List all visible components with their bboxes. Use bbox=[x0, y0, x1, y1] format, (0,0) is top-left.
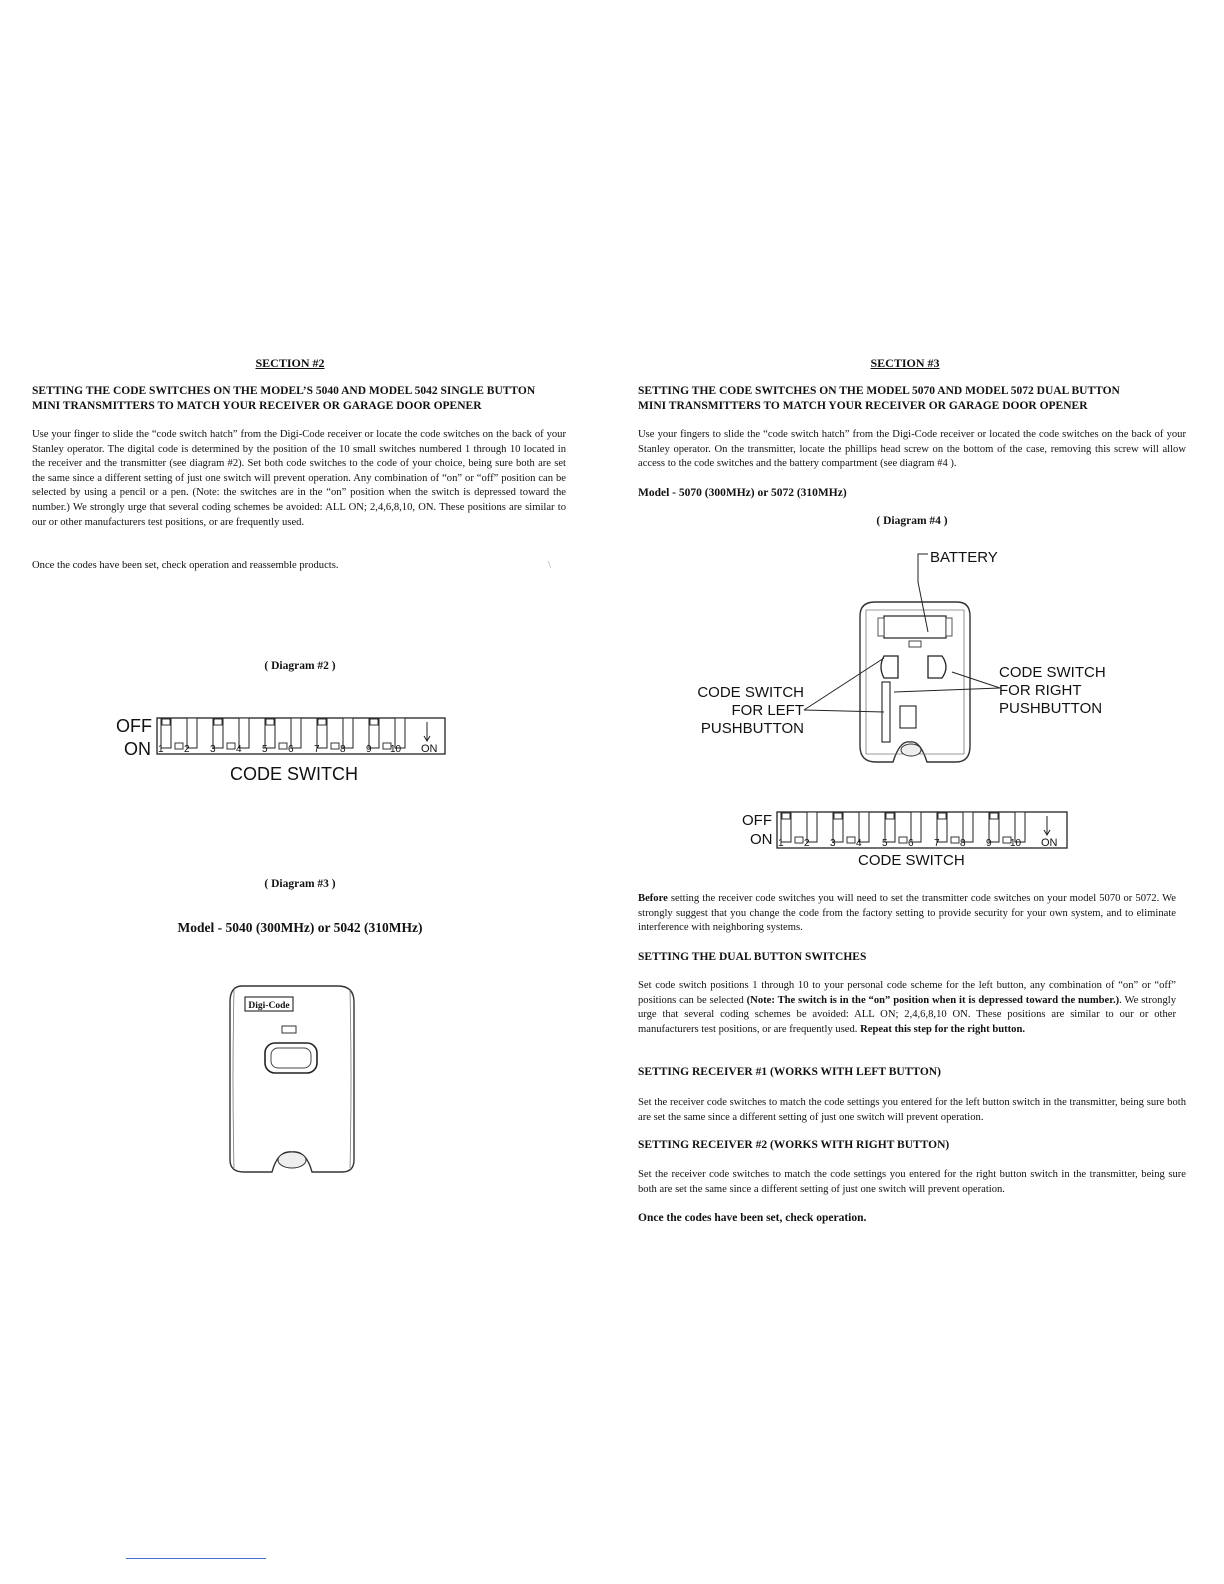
code-switch-graphic-2 bbox=[736, 806, 1076, 872]
dip-knob-on bbox=[951, 837, 959, 843]
dip-knob-off bbox=[214, 719, 222, 725]
dip-on-arrow bbox=[424, 722, 430, 741]
section-2-title: SECTION #2 bbox=[255, 356, 325, 370]
dip-end-on-label: ON bbox=[421, 743, 438, 755]
dip-number: 5 bbox=[262, 744, 268, 755]
model-5040-title: Model - 5040 (300MHz) or 5042 (310MHz) bbox=[177, 920, 423, 935]
dip-number: 4 bbox=[236, 744, 242, 755]
dip-number: 3 bbox=[210, 744, 216, 755]
right-callout-line2: FOR RIGHT bbox=[999, 682, 1082, 699]
dual-part2: . We strongly urge that several coding schemes be avoided: ALL ON; 2,4,6,8,10 ON. These positions are similar to our or other manufacturers test positions, or are frequently used. bbox=[638, 994, 1176, 1035]
dual-bold-note: (Note: The switch is in the “on” position when it is depressed toward the number.) bbox=[746, 994, 1120, 1006]
dip-knob-off bbox=[370, 719, 378, 725]
code-switch-2-title: CODE SWITCH bbox=[858, 852, 965, 869]
dip-knob-on bbox=[899, 837, 907, 843]
dip-knob-off bbox=[886, 813, 894, 819]
dip-number: 3 bbox=[830, 838, 836, 849]
receiver-2-paragraph: Set the receiver code switches to match the code settings you entered for the right button switch in the transmitter, being sure both are set the same since a different setting of just one switch will prevent operation. bbox=[638, 1169, 1186, 1195]
led-indicator bbox=[282, 1026, 296, 1033]
code-switch-dips bbox=[158, 718, 438, 755]
right-callout-line1: CODE SWITCH bbox=[999, 664, 1106, 681]
dip-number: 9 bbox=[986, 838, 992, 849]
dip-knob-off bbox=[990, 813, 998, 819]
dip-knob-on bbox=[279, 743, 287, 749]
dip-number: 7 bbox=[314, 744, 320, 755]
bottom-rule bbox=[126, 1558, 266, 1559]
dual-button-heading: SETTING THE DUAL BUTTON SWITCHES bbox=[638, 951, 867, 963]
receiver-1-heading: SETTING RECEIVER #1 (WORKS WITH LEFT BUTTON) bbox=[638, 1066, 941, 1078]
dip-knob-off bbox=[162, 719, 170, 725]
code-switch-on-label: ON bbox=[124, 739, 151, 759]
dip-number: 1 bbox=[778, 838, 784, 849]
dip-number: 7 bbox=[934, 838, 940, 849]
single-button-remote-diagram bbox=[220, 980, 370, 1180]
left-callout-line1: CODE SWITCH bbox=[697, 684, 804, 701]
dual-bold-repeat: Repeat this step for the right button. bbox=[860, 1023, 1025, 1035]
section-3-heading-line2: MINI TRANSMITTERS TO MATCH YOUR RECEIVER OR GARAGE DOOR OPENER bbox=[638, 400, 1088, 412]
dip-knob-on bbox=[795, 837, 803, 843]
dip-number: 2 bbox=[804, 838, 810, 849]
digi-code-badge-text: Digi-Code bbox=[248, 1001, 290, 1011]
code-switch-title: CODE SWITCH bbox=[230, 764, 358, 784]
dip-number: 8 bbox=[960, 838, 966, 849]
model-5070-title: Model - 5070 (300MHz) or 5072 (310MHz) bbox=[638, 487, 847, 499]
code-switch-graphic bbox=[112, 712, 452, 786]
dip-number: 1 bbox=[158, 744, 164, 755]
dip-knob-on bbox=[331, 743, 339, 749]
section-2-heading bbox=[32, 384, 572, 414]
section-3-paragraph: Use your fingers to slide the “code switch hatch” from the Digi-Code receiver or located the code switches on the back of your Stanley operator. On the transmitter, locate the phillips head screw on the bottom of the case, removing this screw will allow access to the code switches and the battery compartment (see diagram #4 ). bbox=[638, 429, 1186, 470]
dip-knob-on bbox=[227, 743, 235, 749]
dip-number: 6 bbox=[908, 838, 914, 849]
section-2-closing-line: Once the codes have been set, check operation and reassemble products. bbox=[32, 560, 339, 571]
dip-end-on-label: ON bbox=[1041, 837, 1058, 849]
section-3-title: SECTION #3 bbox=[870, 356, 940, 370]
receiver-1-paragraph: Set the receiver code switches to match the code settings you entered for the left button switch in the transmitter, being sure both are set the same since a different setting of just one switch will prevent operation. bbox=[638, 1097, 1186, 1123]
dip-knob-off bbox=[938, 813, 946, 819]
dip-number: 5 bbox=[882, 838, 888, 849]
final-check-line: Once the codes have been set, check operation. bbox=[638, 1212, 867, 1224]
dip-knob-off bbox=[834, 813, 842, 819]
dip-number: 4 bbox=[856, 838, 862, 849]
diagram-4-label: ( Diagram #4 ) bbox=[876, 515, 948, 527]
dip-number: 6 bbox=[288, 744, 294, 755]
code-switch-off-label: OFF bbox=[116, 716, 152, 736]
dip-on-arrow bbox=[1044, 816, 1050, 835]
dual-part1: Set code switch positions 1 through 10 to your personal code scheme for the left button, any combination of “on” or “off” positions can be selected bbox=[638, 980, 1176, 1006]
code-switch-2-off-label: OFF bbox=[742, 812, 772, 829]
left-callout-line3: PUSHBUTTON bbox=[700, 720, 804, 737]
dip-number: 10 bbox=[1010, 838, 1022, 849]
diagram-3-label: ( Diagram #3 ) bbox=[264, 878, 336, 890]
right-callout-line3: PUSHBUTTON bbox=[999, 700, 1103, 717]
before-rest: setting the receiver code switches you will need to set the transmitter code switches on your model 5070 or 5072. We strongly suggest that you change the code from the factory setting to provide security for your own system, and to eliminate interference with neighboring systems. bbox=[638, 893, 1176, 934]
diagram-2-label: ( Diagram #2 ) bbox=[264, 660, 336, 672]
receiver-2-heading: SETTING RECEIVER #2 (WORKS WITH RIGHT BUTTON) bbox=[638, 1139, 950, 1151]
before-paragraph bbox=[638, 892, 1176, 936]
dip-number: 9 bbox=[366, 744, 372, 755]
section-2-heading-line1: SETTING THE CODE SWITCHES ON THE MODEL’S 5040 AND MODEL 5042 SINGLE BUTTON bbox=[32, 385, 536, 397]
code-switch-diagram-2 bbox=[112, 712, 452, 786]
before-bold: Before bbox=[638, 893, 668, 904]
code-switch-2-on-label: ON bbox=[750, 831, 773, 848]
dual-button-paragraph bbox=[638, 979, 1176, 1037]
single-button-remote bbox=[220, 980, 370, 1180]
dip-knob-on bbox=[175, 743, 183, 749]
left-callout-line2: FOR LEFT bbox=[731, 702, 804, 719]
dip-number: 2 bbox=[184, 744, 190, 755]
dip-knob-off bbox=[318, 719, 326, 725]
battery-callout: BATTERY bbox=[930, 549, 998, 566]
section-2-paragraph: Use your finger to slide the “code switch hatch” from the Digi-Code receiver or locate the code switches on the back of your Stanley operator. The digital code is determined by the position of the 10 small switches numbered 1 through 10 located in the receiver and the transmitter (see diagram #2). Set both code switches to the code of your choice, being sure both are set the same since a different setting of just one switch will prevent operation. Any combination of “on” or “off” position can be selected by using a pencil or a pen. (Note: the switches are in the “on” position when the switch is depressed toward the number.) We strongly urge that several coding schemes be avoided: ALL ON; 2,4,6,8,10, ON. These positions are similar to our or other manufacturers test positions, or are frequently used. bbox=[32, 429, 566, 528]
dip-knob-on bbox=[847, 837, 855, 843]
left-pushbutton-callout bbox=[680, 684, 804, 738]
section-2-heading-line2: MINI TRANSMITTERS TO MATCH YOUR RECEIVER OR GARAGE DOOR OPENER bbox=[32, 400, 482, 412]
dip-number: 8 bbox=[340, 744, 346, 755]
section-3-heading-line1: SETTING THE CODE SWITCHES ON THE MODEL 5070 AND MODEL 5072 DUAL BUTTON bbox=[638, 385, 1120, 397]
stray-mark: \ bbox=[548, 560, 551, 571]
right-pushbutton-callout bbox=[999, 664, 1139, 718]
dip-knob-off bbox=[782, 813, 790, 819]
dip-number: 10 bbox=[390, 744, 402, 755]
dip-knob-off bbox=[266, 719, 274, 725]
section-3-heading bbox=[638, 384, 1198, 414]
code-switch-2-dips bbox=[778, 812, 1058, 849]
code-switch-diagram-4 bbox=[736, 806, 1076, 872]
